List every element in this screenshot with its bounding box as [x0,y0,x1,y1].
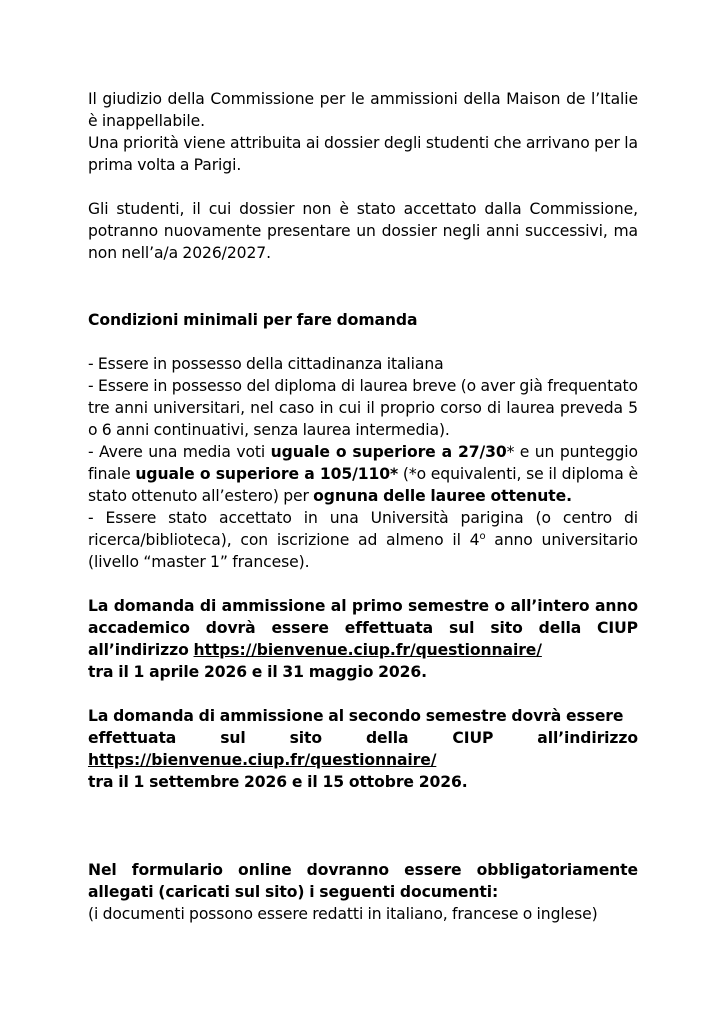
condition-grades-intro: - Avere una media voti [88,443,271,461]
condition-paris-university-level: anno universitario (livello “master 1” francese). [88,531,638,571]
final-score-threshold: uguale o superiore a 105/110* [135,465,399,483]
first-semester-url-link[interactable]: https://bienvenue.ciup.fr/questionnaire/ [193,641,542,659]
condition-paris-university-text: - Essere stato accettato in una Università parigina (o centro di ricerca/biblioteca), con iscrizione ad almeno il 4 [88,509,638,549]
condition-grades [88,443,638,505]
documents-heading: Nel formulario online dovranno essere obbligatoriamente allegati (caricati sul sito) i seguenti documenti: [88,861,638,901]
first-semester-dates: tra il 1 aprile 2026 e il 31 maggio 2026. [88,663,427,681]
conditions-heading: Condizioni minimali per fare domanda [88,311,418,329]
commission-judgement-text: Il giudizio della Commissione per le ammissioni della Maison de l’Italie è inappellabile. [88,90,638,130]
priority-text: Una priorità viene attribuita ai dossier degli studenti che arrivano per la prima volta a Parigi. [88,134,638,174]
condition-grades-mid: * e un punteggio finale [88,443,638,483]
second-semester-text-line-2: effettuata sul sito della CIUP all’indirizzo [88,729,638,747]
first-semester-application [88,595,638,683]
condition-paris-university [88,509,638,571]
grade-average-threshold: uguale o superiore a 27/30 [270,443,507,461]
intro-paragraph-2: Gli studenti, il cui dossier non è stato accettato dalla Commissione, potranno nuovamente presentare un dossier negli anni successivi, ma non nell’a/a 2026/2027. [88,200,638,262]
second-semester-application [88,705,638,793]
each-degree-text: ognuna delle lauree ottenute. [313,487,572,505]
second-semester-url-link[interactable]: https://bienvenue.ciup.fr/questionnaire/ [88,751,437,769]
ordinal-indicator: o [479,530,486,542]
first-semester-text: La domanda di ammissione al primo semestre o all’intero anno accademico dovrà essere effettuata sul sito della CIUP all’indirizzo [88,597,638,659]
documents-language-note: (i documenti possono essere redatti in italiano, francese o inglese) [88,905,598,923]
condition-degree: - Essere in possesso del diploma di laurea breve (o aver già frequentato tre anni universitari, nel caso in cui il proprio corso di laurea preveda 5 o 6 anni continuativi, senza laurea intermedia). [88,377,638,439]
document-body [88,88,638,925]
conditions-list [88,353,638,573]
second-semester-text-line-1: La domanda di ammissione al secondo semestre dovrà essere [88,707,624,725]
condition-citizenship: - Essere in possesso della cittadinanza italiana [88,355,444,373]
intro-paragraph-1 [88,88,638,176]
second-semester-dates: tra il 1 settembre 2026 e il 15 ottobre 2026. [88,773,468,791]
condition-grades-note: (*o equivalenti, se il diploma è stato ottenuto all’estero) per [88,465,639,505]
